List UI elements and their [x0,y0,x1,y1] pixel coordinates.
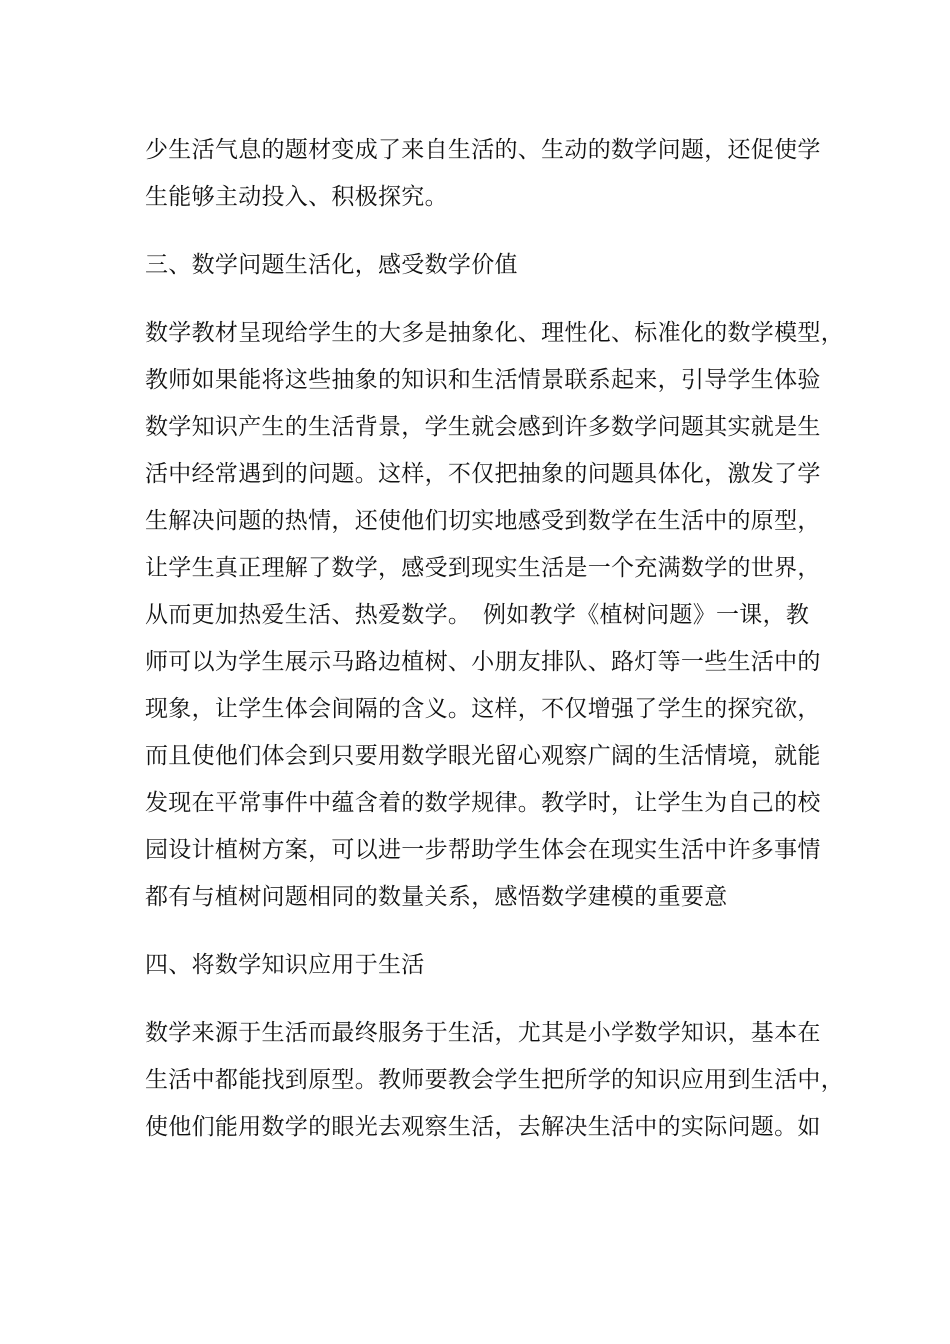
text-line: 园设计植树方案，可以进一步帮助学生体会在现实生活中许多事情 [145,837,821,863]
text-line: 数学教材呈现给学生的大多是抽象化、理性化、标准化的数学模型， [145,320,844,346]
text-line: 从而更加热爱生活、热爱数学。 例如教学《植树问题》一课，教 [145,602,810,628]
text-line: 而且使他们体会到只要用数学眼光留心观察广阔的生活情境，就能 [145,743,821,769]
text-line: 现象，让学生体会间隔的含义。这样，不仅增强了学生的探究欲， [145,696,821,722]
heading-text: 三、数学问题生活化，感受数学价值 [145,252,518,278]
text-line: 数学知识产生的生活背景，学生就会感到许多数学问题其实就是生 [145,414,821,440]
section-heading [145,942,805,989]
text-line: 生解决问题的热情，还使他们切实地感受到数学在生活中的原型， [145,508,821,534]
paragraph [145,1010,844,1151]
paragraph [145,310,844,921]
text-line: 生能够主动投入、积极探究。 [145,184,448,210]
text-line: 活中经常遇到的问题。这样，不仅把抽象的问题具体化，激发了学 [145,461,821,487]
text-line: 都有与植树问题相同的数量关系，感悟数学建模的重要意 [145,884,728,910]
paragraph [145,127,821,221]
text-line: 少生活气息的题材变成了来自生活的、生动的数学问题，还促使学 [145,137,821,163]
text-line: 师可以为学生展示马路边植树、小朋友排队、路灯等一些生活中的 [145,649,821,675]
text-line: 数学来源于生活而最终服务于生活，尤其是小学数学知识，基本在 [145,1020,821,1046]
section-heading [145,242,805,289]
text-line: 教师如果能将这些抽象的知识和生活情景联系起来，引导学生体验 [145,367,821,393]
heading-text: 四、将数学知识应用于生活 [145,952,425,978]
text-line: 使他们能用数学的眼光去观察生活，去解决生活中的实际问题。如 [145,1114,821,1140]
document-page [145,127,844,1172]
text-line: 让学生真正理解了数学，感受到现实生活是一个充满数学的世界， [145,555,821,581]
text-line: 生活中都能找到原型。教师要教会学生把所学的知识应用到生活中， [145,1067,844,1093]
text-line: 发现在平常事件中蕴含着的数学规律。教学时，让学生为自己的校 [145,790,821,816]
